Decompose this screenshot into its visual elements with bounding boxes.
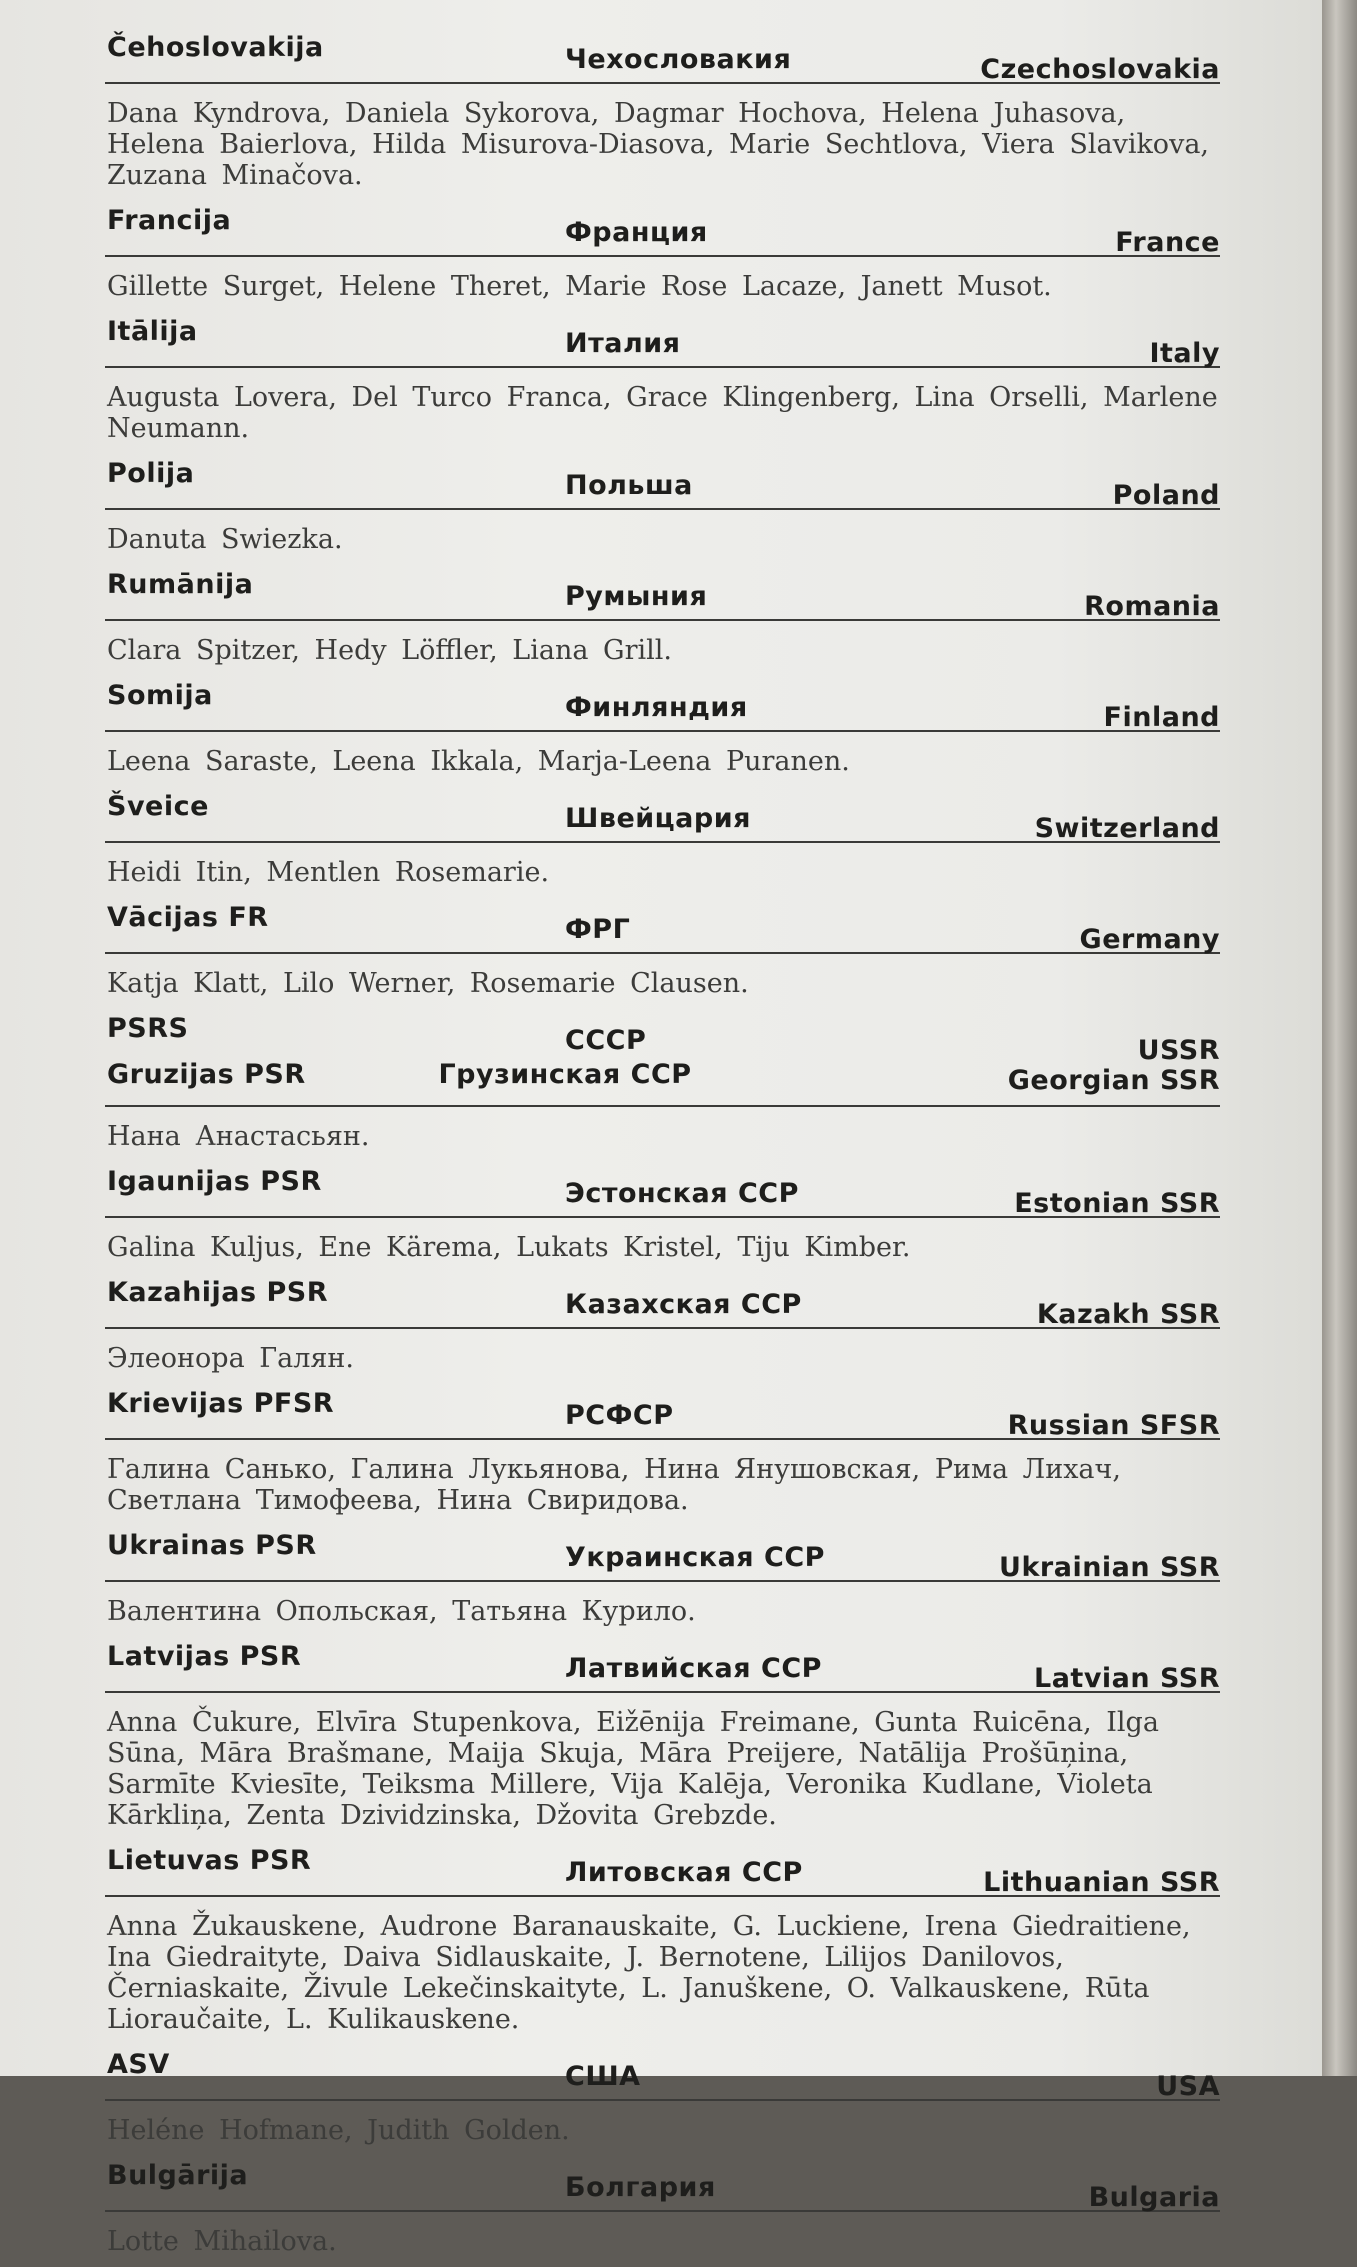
section-lithuanian-ssr bbox=[105, 1841, 1220, 2045]
subheading-english: Georgian SSR bbox=[1007, 1065, 1220, 1096]
heading-latvian: Francija bbox=[107, 205, 232, 236]
heading-english: Ukrainian SSR bbox=[999, 1552, 1220, 1583]
heading-english: Lithuanian SSR bbox=[983, 1867, 1220, 1898]
participant-names: Heléne Hofmane, Judith Golden. bbox=[107, 2115, 570, 2146]
section-header: Bulgārija Болгария Bulgaria bbox=[105, 2156, 1220, 2212]
heading-english: Kazakh SSR bbox=[1036, 1299, 1220, 1330]
section-header: Šveice Швейцария Switzerland bbox=[105, 787, 1220, 843]
section-latvian-ssr bbox=[105, 1637, 1220, 1841]
heading-latvian: Ukrainas PSR bbox=[107, 1530, 317, 1561]
heading-english: Estonian SSR bbox=[1014, 1188, 1220, 1219]
participant-names: Galina Kuljus, Ene Kärema, Lukats Kristel, Tiju Kimber. bbox=[107, 1232, 911, 1263]
section-usa bbox=[105, 2045, 1220, 2156]
subheading-russian: Грузинская ССР bbox=[438, 1059, 692, 1090]
participant-names: Dana Kyndrova, Daniela Sykorova, Dagmar Hochova, Helena Juhasova, Helena Baierlova, Hilda Misurova-Diasova, Marie Sechtlova, Viera Slavikova, Zuzana Minačova. bbox=[107, 98, 1210, 191]
participants-list bbox=[105, 28, 1220, 2267]
participant-names: Clara Spitzer, Hedy Löffler, Liana Grill. bbox=[107, 635, 672, 666]
section-header: Itālija Италия Italy bbox=[105, 312, 1220, 368]
participant-names: Lotte Mihailova. bbox=[107, 2226, 337, 2257]
section-finland bbox=[105, 676, 1220, 787]
participant-names: Anna Čukure, Elvīra Stupenkova, Eižēnija Freimane, Gunta Ruicēna, Ilga Sūna, Māra Brašmane, Maija Skuja, Māra Preijere, Natālija Prošūņina, Sarmīte Kviesīte, Teiksma Millere, Vija Kalēja, Veronika Kudlane, Violeta Kārkliņa, Zenta Dzividzinska, Džovita Grebzde. bbox=[107, 1707, 1159, 1831]
participant-names: Gillette Surget, Helene Theret, Marie Rose Lacaze, Janett Musot. bbox=[107, 271, 1052, 302]
heading-latvian: Polija bbox=[107, 458, 195, 489]
section-header: Somija Финляндия Finland bbox=[105, 676, 1220, 732]
section-header: Čehoslovakija Чехословакия Czechoslovakia bbox=[105, 28, 1220, 84]
heading-latvian: Kazahijas PSR bbox=[107, 1277, 329, 1308]
heading-english: Switzerland bbox=[1034, 813, 1220, 844]
section-russian-sfsr bbox=[105, 1384, 1220, 1526]
subheading-latvian: Gruzijas PSR bbox=[107, 1059, 306, 1090]
heading-latvian: Igaunijas PSR bbox=[107, 1166, 322, 1197]
section-ukrainian-ssr bbox=[105, 1526, 1220, 1637]
heading-english: USA bbox=[1156, 2071, 1220, 2102]
heading-latvian: PSRS bbox=[107, 1013, 189, 1044]
section-czechoslovakia bbox=[105, 28, 1220, 201]
participant-names: Heidi Itin, Mentlen Rosemarie. bbox=[107, 857, 550, 888]
heading-latvian: Šveice bbox=[107, 791, 209, 822]
heading-english: Czechoslovakia bbox=[980, 54, 1220, 85]
heading-english: Germany bbox=[1079, 924, 1220, 955]
section-header: Rumānija Румыния Romania bbox=[105, 565, 1220, 621]
heading-english: France bbox=[1115, 227, 1220, 258]
section-switzerland bbox=[105, 787, 1220, 898]
participant-names: Элеонора Галян. bbox=[107, 1343, 354, 1374]
section-header: Latvijas PSR Латвийская ССР Latvian SSR bbox=[105, 1637, 1220, 1693]
section-poland bbox=[105, 454, 1220, 565]
heading-english: Bulgaria bbox=[1088, 2182, 1220, 2213]
section-header: PSRS СССР USSR Gruzijas PSR Грузинская ССР Georgian SSR bbox=[105, 1009, 1220, 1107]
section-ussr-georgian-ssr bbox=[105, 1009, 1220, 1162]
section-header: Francija Франция France bbox=[105, 201, 1220, 257]
section-france bbox=[105, 201, 1220, 312]
section-header: Ukrainas PSR Украинская ССР Ukrainian SSR bbox=[105, 1526, 1220, 1582]
section-header: ASV США USA bbox=[105, 2045, 1220, 2101]
section-italy bbox=[105, 312, 1220, 454]
page-edge-background bbox=[1322, 0, 1357, 2076]
section-germany bbox=[105, 898, 1220, 1009]
heading-english: Latvian SSR bbox=[1034, 1663, 1220, 1694]
heading-latvian: ASV bbox=[107, 2049, 170, 2080]
heading-latvian: Lietuvas PSR bbox=[107, 1845, 312, 1876]
participant-names: Katja Klatt, Lilo Werner, Rosemarie Clausen. bbox=[107, 968, 749, 999]
heading-english: Finland bbox=[1103, 702, 1220, 733]
section-header: Krievijas PFSR РСФСР Russian SFSR bbox=[105, 1384, 1220, 1440]
section-kazakh-ssr bbox=[105, 1273, 1220, 1384]
heading-english: Italy bbox=[1149, 338, 1220, 369]
section-estonian-ssr bbox=[105, 1162, 1220, 1273]
section-header: Kazahijas PSR Казахская ССР Kazakh SSR bbox=[105, 1273, 1220, 1329]
heading-latvian: Rumānija bbox=[107, 569, 254, 600]
participant-names: Валентина Опольская, Татьяна Курило. bbox=[107, 1596, 696, 1627]
section-romania bbox=[105, 565, 1220, 676]
heading-english: Russian SFSR bbox=[1007, 1410, 1220, 1441]
heading-english: Poland bbox=[1112, 480, 1220, 511]
heading-latvian: Bulgārija bbox=[107, 2160, 249, 2191]
heading-latvian: Čehoslovakija bbox=[107, 32, 324, 63]
heading-english: USSR bbox=[1137, 1035, 1220, 1066]
participant-names: Anna Žukauskene, Audrone Baranauskaite, G. Luckiene, Irena Giedraitiene, Ina Giedraityte, Daiva Sidlauskaite, J. Bernotene, Lilijos Danilovos, Černiaskaite, Živule Lekečinskaityte, L. Januškene, O. Valkauskene, Rūta Lioraučaite, L. Kulikauskene. bbox=[107, 1911, 1191, 2035]
heading-latvian: Vācijas FR bbox=[107, 902, 269, 933]
section-header: Igaunijas PSR Эстонская ССР Estonian SSR bbox=[105, 1162, 1220, 1218]
participant-names: Augusta Lovera, Del Turco Franca, Grace Klingenberg, Lina Orselli, Marlene Neumann. bbox=[107, 382, 1218, 444]
section-header: Vācijas FR ФРГ Germany bbox=[105, 898, 1220, 954]
section-bulgaria bbox=[105, 2156, 1220, 2267]
section-header: Polija Польша Poland bbox=[105, 454, 1220, 510]
heading-latvian: Itālija bbox=[107, 316, 198, 347]
participant-names: Галина Санько, Галина Лукьянова, Нина Янушовская, Рима Лихач, Светлана Тимофеева, Нина Свиридова. bbox=[107, 1454, 1121, 1516]
participant-names: Leena Saraste, Leena Ikkala, Marja-Leena Puranen. bbox=[107, 746, 850, 777]
heading-latvian: Krievijas PFSR bbox=[107, 1388, 335, 1419]
participant-names: Danuta Swiezka. bbox=[107, 524, 343, 555]
participant-names: Нана Анастасьян. bbox=[107, 1121, 370, 1152]
heading-latvian: Somija bbox=[107, 680, 213, 711]
heading-english: Romania bbox=[1084, 591, 1220, 622]
section-header: Lietuvas PSR Литовская ССР Lithuanian SSR bbox=[105, 1841, 1220, 1897]
heading-latvian: Latvijas PSR bbox=[107, 1641, 302, 1672]
